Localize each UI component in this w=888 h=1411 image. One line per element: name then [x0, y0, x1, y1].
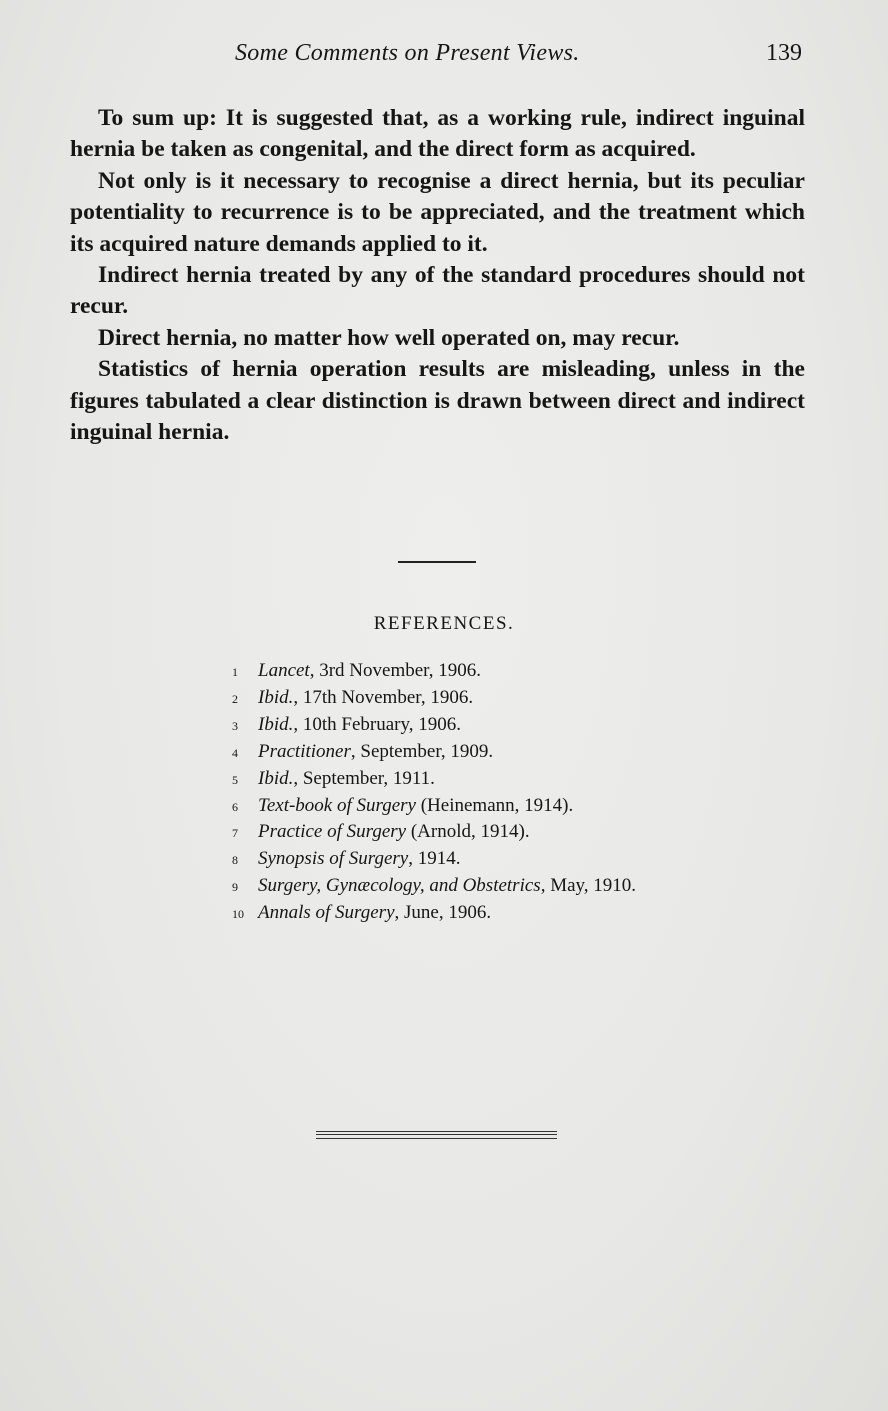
- reference-item: [232, 739, 792, 766]
- reference-item: [232, 793, 792, 820]
- reference-title: Ibid.: [258, 713, 294, 735]
- reference-number: 10: [232, 907, 244, 922]
- reference-number: 4: [232, 745, 238, 760]
- reference-details: , May, 1910.: [540, 875, 637, 897]
- reference-details: (Heinemann, 1914).: [415, 794, 574, 816]
- reference-item: [232, 900, 792, 927]
- paragraph: Direct hernia, no matter how well operated on, may recur.: [98, 324, 680, 351]
- reference-number: 8: [232, 853, 238, 868]
- reference-title: Annals of Surgery: [258, 902, 395, 924]
- reference-number: 7: [232, 826, 238, 841]
- reference-number: 9: [232, 880, 238, 895]
- references-list: [232, 658, 792, 927]
- paragraph: Statistics of hernia operation results are misleading, unless in the figures tabulated a clear distinction is drawn between direct and indirect inguinal hernia.: [70, 356, 805, 446]
- section-divider: [398, 561, 476, 563]
- reference-item: [232, 819, 792, 846]
- paragraph: To sum up: It is suggested that, as a working rule, indirect inguinal hernia be taken as congenital, and the direct form as acquired.: [70, 105, 805, 163]
- end-divider: [316, 1131, 557, 1139]
- reference-item: [232, 873, 792, 900]
- reference-number: 3: [232, 718, 238, 733]
- references-heading: REFERENCES.: [373, 613, 515, 634]
- reference-details: , 10th February, 1906.: [293, 713, 461, 735]
- running-title: Some Comments on Present Views.: [235, 40, 580, 66]
- reference-number: 6: [232, 799, 238, 814]
- reference-title: Lancet: [258, 660, 310, 681]
- reference-details: , June, 1906.: [394, 902, 492, 924]
- page-number: 139: [766, 40, 802, 66]
- body-text: [70, 103, 805, 448]
- reference-item: [232, 712, 792, 739]
- reference-details: , 3rd November, 1906.: [309, 660, 481, 681]
- reference-item: [232, 846, 792, 873]
- reference-number: 2: [232, 691, 238, 706]
- reference-title: Synopsis of Surgery: [258, 848, 409, 870]
- reference-number: 5: [232, 772, 238, 787]
- reference-details: , September, 1909.: [350, 740, 494, 762]
- reference-title: Practitioner: [258, 740, 351, 762]
- reference-details: , September, 1911.: [293, 767, 435, 789]
- reference-details: , 17th November, 1906.: [293, 686, 474, 708]
- reference-title: Ibid.: [258, 767, 294, 789]
- reference-item: [232, 766, 792, 793]
- reference-details: (Arnold, 1914).: [406, 821, 530, 843]
- reference-details: , 1914.: [408, 848, 461, 870]
- reference-number: 1: [232, 665, 238, 679]
- paragraph: Indirect hernia treated by any of the standard procedures should not recur.: [70, 262, 805, 320]
- reference-title: Practice of Surgery: [258, 821, 407, 843]
- reference-title: Text-book of Surgery: [258, 794, 416, 816]
- reference-item: [232, 658, 792, 685]
- reference-title: Ibid.: [258, 686, 294, 708]
- running-head: [70, 40, 808, 74]
- paragraph: Not only is it necessary to recognise a direct hernia, but its peculiar potentiality to recurrence is to be appreciated, and the treatment which its acquired nature demands applied to it.: [70, 167, 805, 257]
- reference-item: [232, 685, 792, 712]
- reference-title: Surgery, Gynæcology, and Obstetrics: [258, 875, 541, 897]
